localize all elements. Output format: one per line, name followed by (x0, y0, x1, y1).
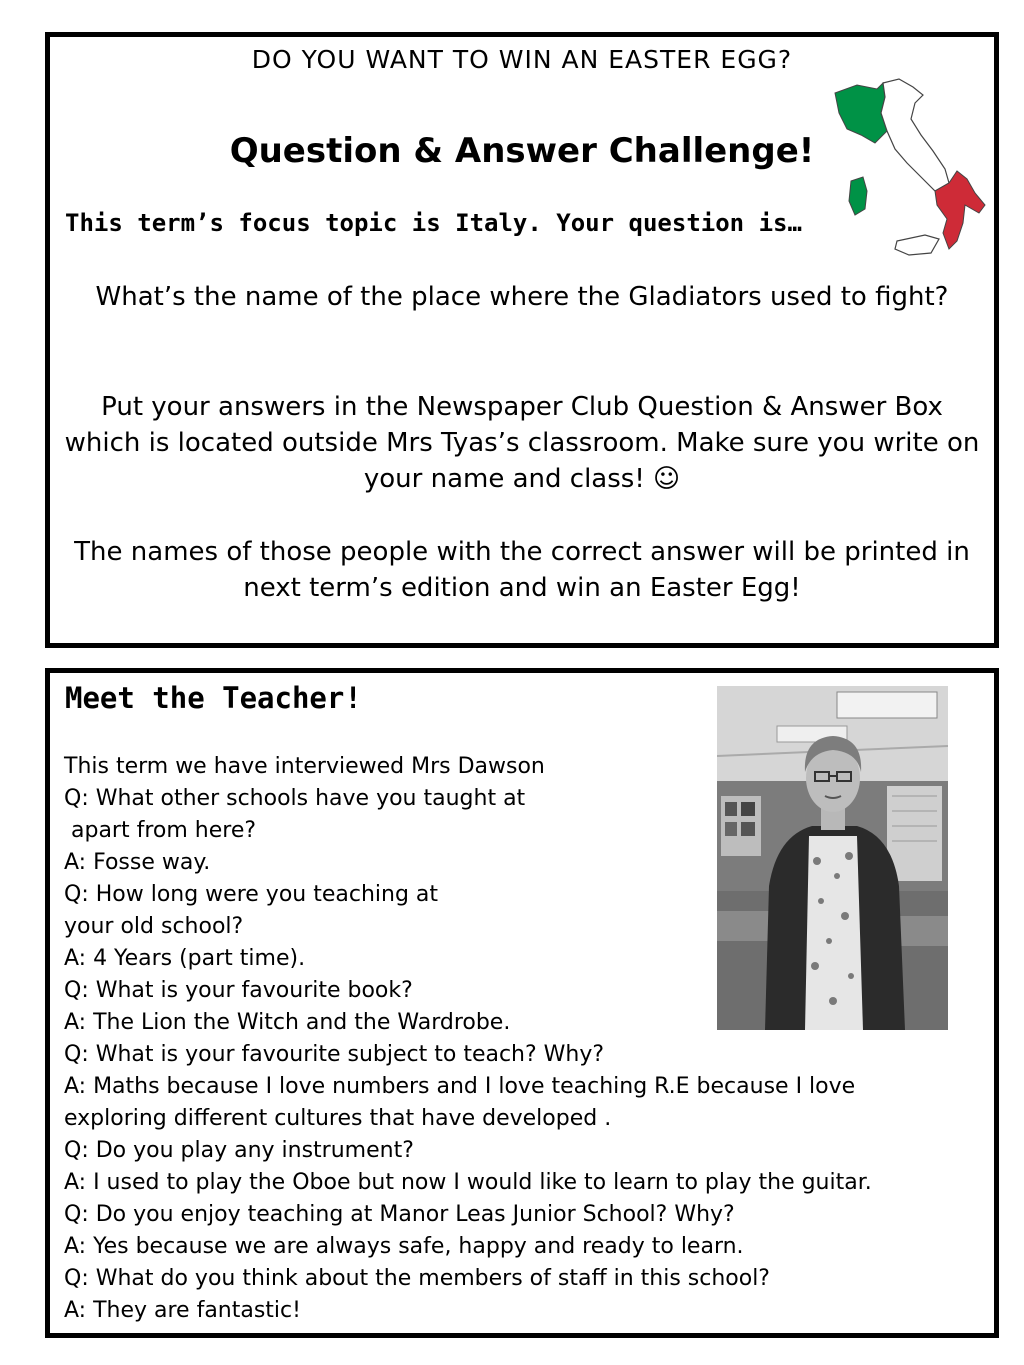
interview-line: A: 4 Years (part time). (64, 946, 306, 971)
interview-line: Q: Do you play any instrument? (64, 1138, 414, 1163)
italy-map-sicily (895, 235, 939, 255)
interview-line: Q: What is your favourite subject to teach? Why? (64, 1042, 605, 1067)
focus-topic-line: This term’s focus topic is Italy. Your question is… (65, 209, 802, 237)
italy-map-green-region (835, 83, 887, 143)
interview-line: Q: Do you enjoy teaching at Manor Leas Junior School? Why? (64, 1202, 735, 1227)
interview-line: A: Yes because we are always safe, happy and ready to learn. (64, 1234, 744, 1259)
interview-intro: This term we have interviewed Mrs Dawson (64, 754, 545, 779)
challenge-instructions: Put your answers in the Newspaper Club Question & Answer Box which is located outside Mrs Tyas’s classroom. Make sure you write on your name and class! ☺ (64, 392, 980, 494)
interview-line: A: They are fantastic! (64, 1298, 301, 1323)
interview-line: Q: What do you think about the members of staff in this school? (64, 1266, 770, 1291)
italy-map-sardinia (849, 177, 867, 215)
interview-line: exploring different cultures that have developed . (64, 1106, 612, 1131)
italy-map-white-region (881, 79, 949, 191)
teacher-photo (717, 686, 948, 1030)
challenge-prize-note: The names of those people with the correct answer will be printed in next term’s edition and win an Easter Egg! (74, 537, 970, 603)
interview-line: your old school? (64, 914, 244, 939)
challenge-title: Question & Answer Challenge! (229, 131, 815, 171)
challenge-box (45, 32, 999, 648)
interview-line: A: Maths because I love numbers and I love teaching R.E because I love (64, 1074, 856, 1099)
interview-line: A: I used to play the Oboe but now I would like to learn to play the guitar. (64, 1170, 872, 1195)
meet-teacher-title: Meet the Teacher! (65, 681, 362, 715)
interview-line: Q: What is your favourite book? (64, 978, 413, 1003)
challenge-kicker: DO YOU WANT TO WIN AN EASTER EGG? (251, 45, 793, 74)
interview-line: Q: What other schools have you taught at (64, 786, 526, 811)
interview-line: A: Fosse way. (64, 850, 211, 875)
italy-flag-map-icon (825, 73, 990, 258)
challenge-question: What’s the name of the place where the Gladiators used to fight? (95, 282, 949, 312)
meet-teacher-box (45, 668, 999, 1338)
interview-line: apart from here? (64, 818, 257, 843)
interview-line: A: The Lion the Witch and the Wardrobe. (64, 1010, 511, 1035)
interview-line: Q: How long were you teaching at (64, 882, 439, 907)
